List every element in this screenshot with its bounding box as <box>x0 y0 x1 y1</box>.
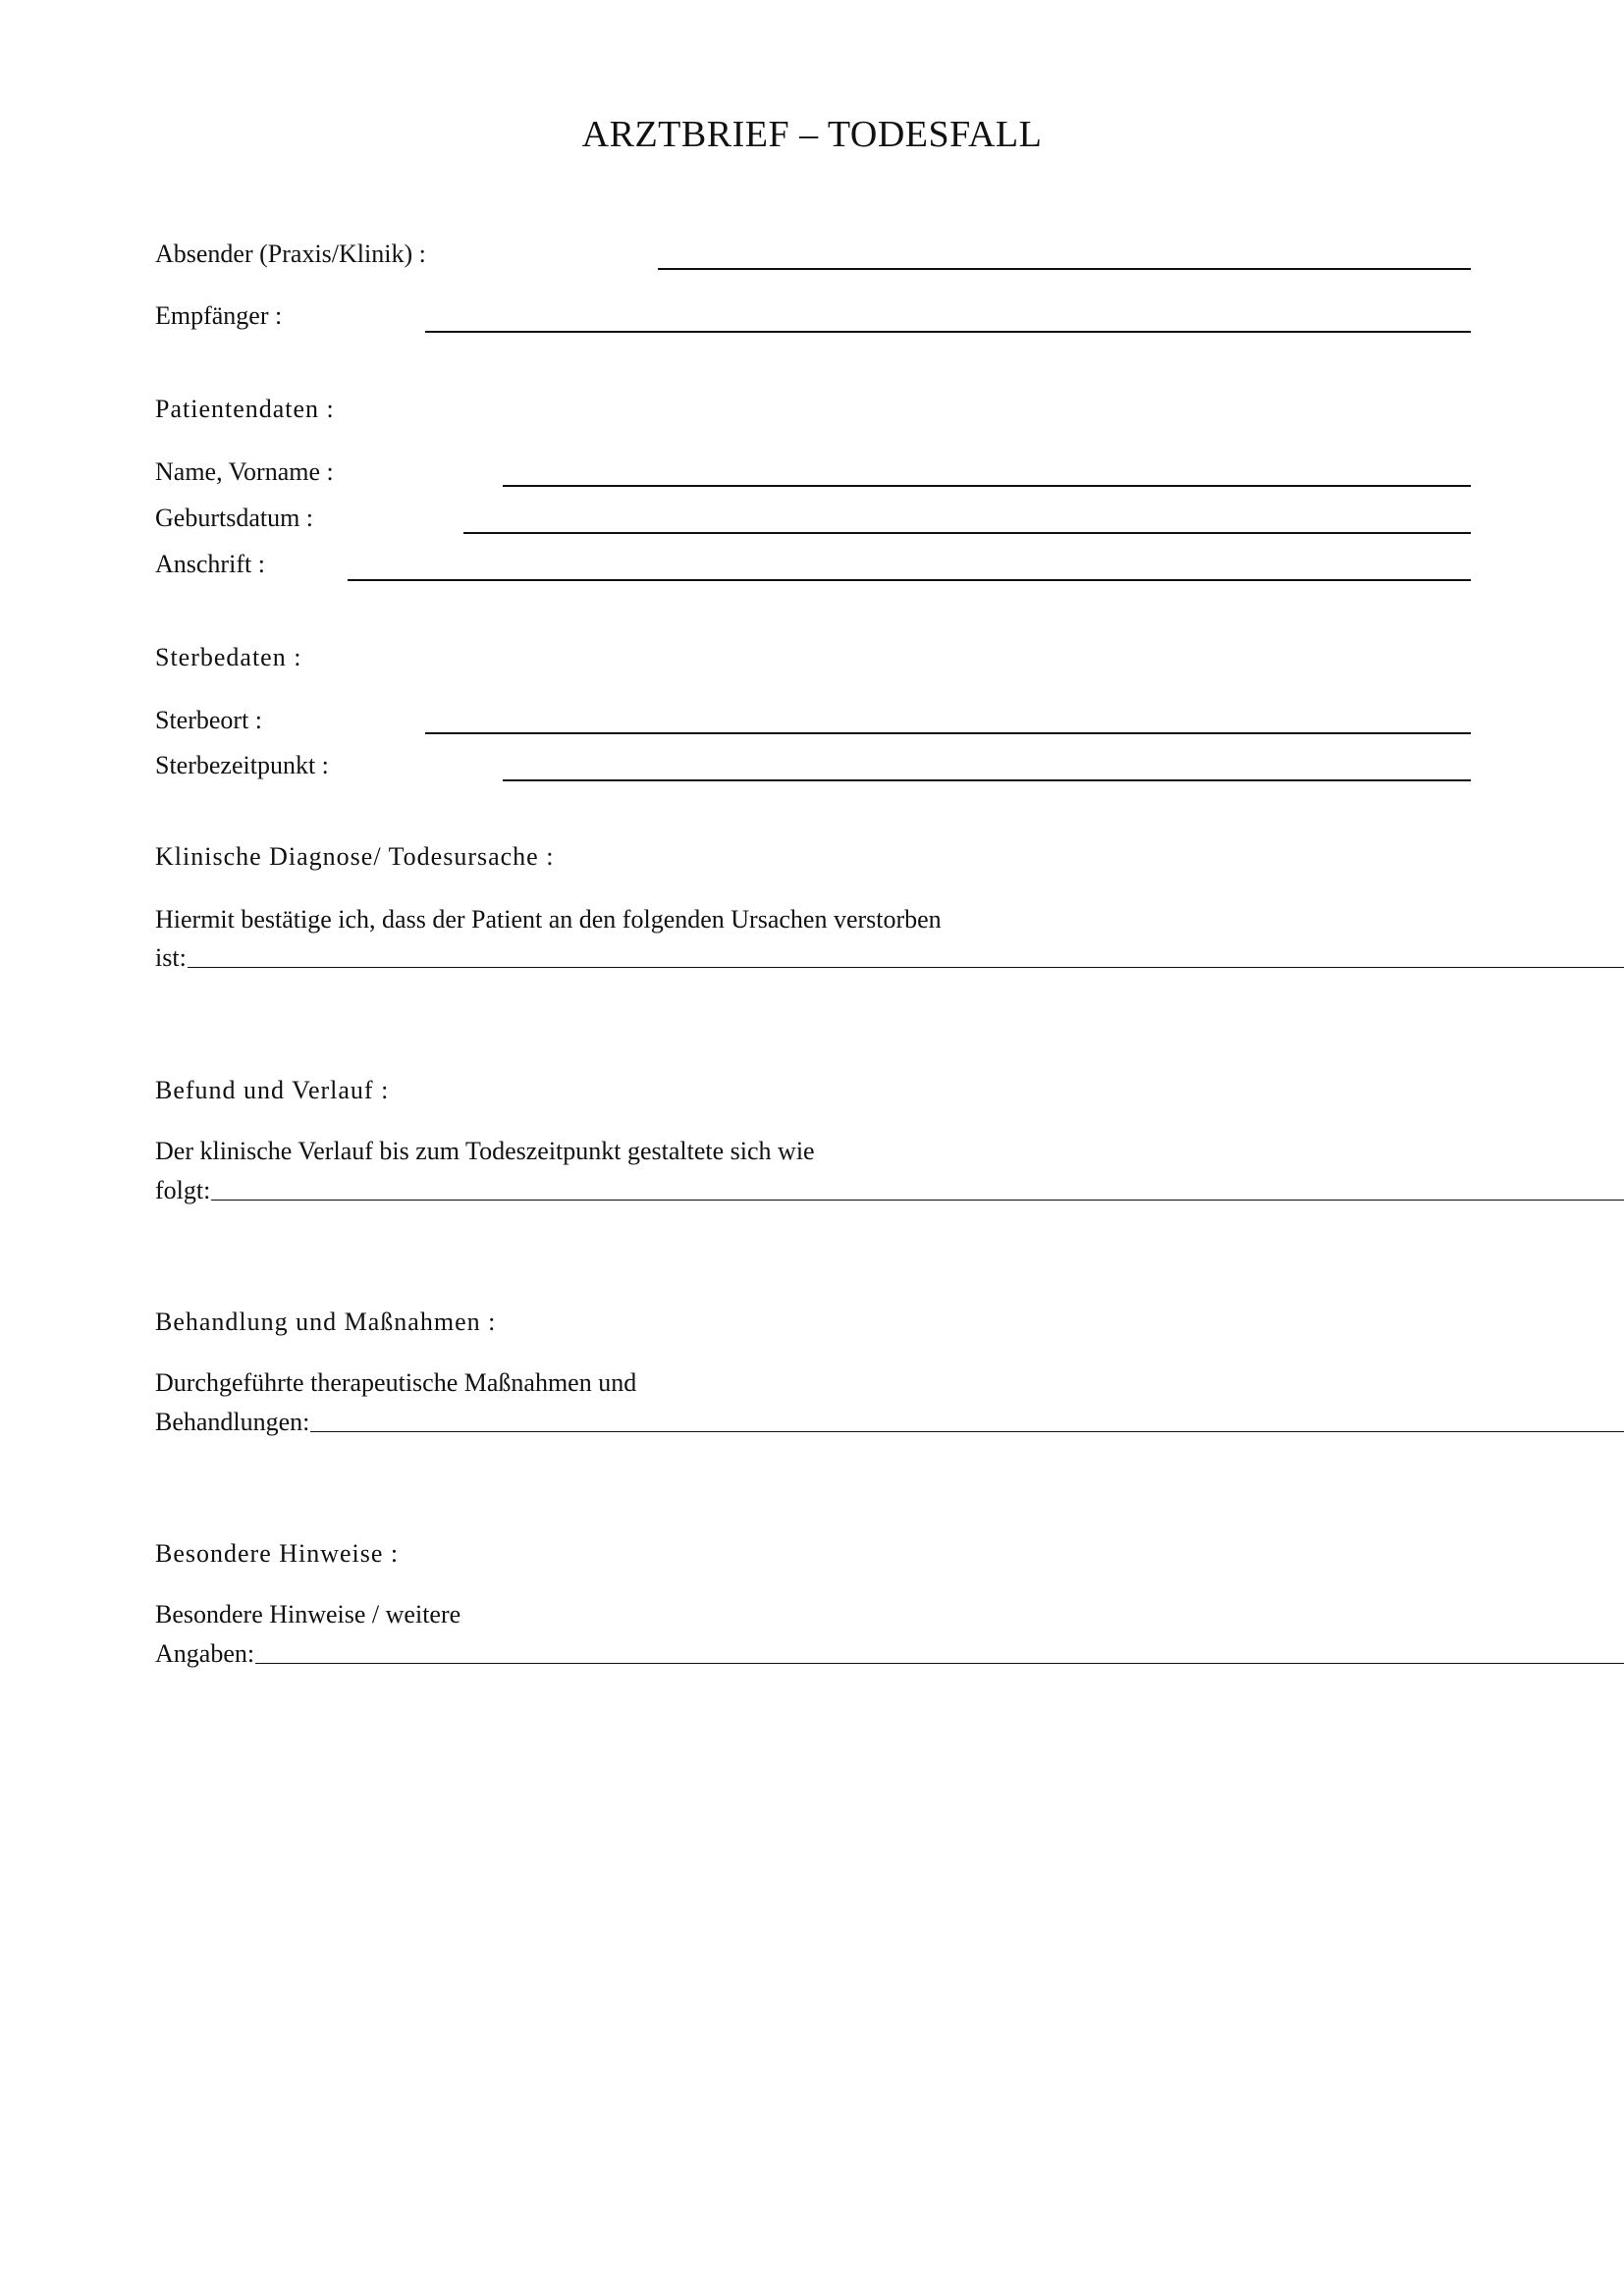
behandlung-field[interactable] <box>310 1431 1624 1432</box>
name-vorname-label: Name, Vorname : <box>155 457 334 486</box>
befund-line <box>155 1178 1624 1203</box>
behandlung-text: Durchgeführte therapeutische Maßnahmen und <box>155 1368 637 1397</box>
name-vorname-field[interactable] <box>503 485 1471 487</box>
hinweise-text: Besondere Hinweise / weitere <box>155 1600 461 1629</box>
absender-label: Absender (Praxis/Klinik) : <box>155 240 426 268</box>
hinweise-line-label: Angaben: <box>155 1639 255 1668</box>
befund-heading: Befund und Verlauf : <box>155 1076 390 1104</box>
diagnose-text: Hiermit bestätige ich, dass der Patient an den folgenden Ursachen verstorben <box>155 905 942 934</box>
befund-field[interactable] <box>211 1200 1624 1201</box>
diagnose-line <box>155 945 1624 971</box>
empfaenger-field[interactable] <box>425 331 1471 333</box>
befund-text: Der klinische Verlauf bis zum Todeszeitpunkt gestaltete sich wie <box>155 1137 815 1165</box>
diagnose-line-label: ist: <box>155 943 187 972</box>
behandlung-line <box>155 1410 1624 1435</box>
geburtsdatum-field[interactable] <box>463 532 1471 534</box>
absender-field[interactable] <box>658 268 1471 270</box>
befund-line-label: folgt: <box>155 1176 211 1204</box>
anschrift-label: Anschrift : <box>155 550 265 578</box>
document-title: ARZTBRIEF – TODESFALL <box>581 114 1043 155</box>
sterbezeitpunkt-field[interactable] <box>503 779 1471 781</box>
patientendaten-heading: Patientendaten : <box>155 395 335 423</box>
geburtsdatum-label: Geburtsdatum : <box>155 504 314 532</box>
sterbeort-label: Sterbeort : <box>155 706 263 734</box>
behandlung-line-label: Behandlungen: <box>155 1408 310 1436</box>
sterbedaten-heading: Sterbedaten : <box>155 643 302 671</box>
sterbeort-field[interactable] <box>425 732 1471 734</box>
anschrift-field[interactable] <box>348 579 1471 581</box>
hinweise-heading: Besondere Hinweise : <box>155 1539 400 1568</box>
hinweise-field[interactable] <box>255 1663 1624 1664</box>
behandlung-heading: Behandlung und Maßnahmen : <box>155 1308 497 1336</box>
sterbezeitpunkt-label: Sterbezeitpunkt : <box>155 751 329 779</box>
empfaenger-label: Empfänger : <box>155 301 283 330</box>
diagnose-field[interactable] <box>188 967 1624 968</box>
diagnose-heading: Klinische Diagnose/ Todesursache : <box>155 842 555 871</box>
hinweise-line <box>155 1641 1624 1667</box>
